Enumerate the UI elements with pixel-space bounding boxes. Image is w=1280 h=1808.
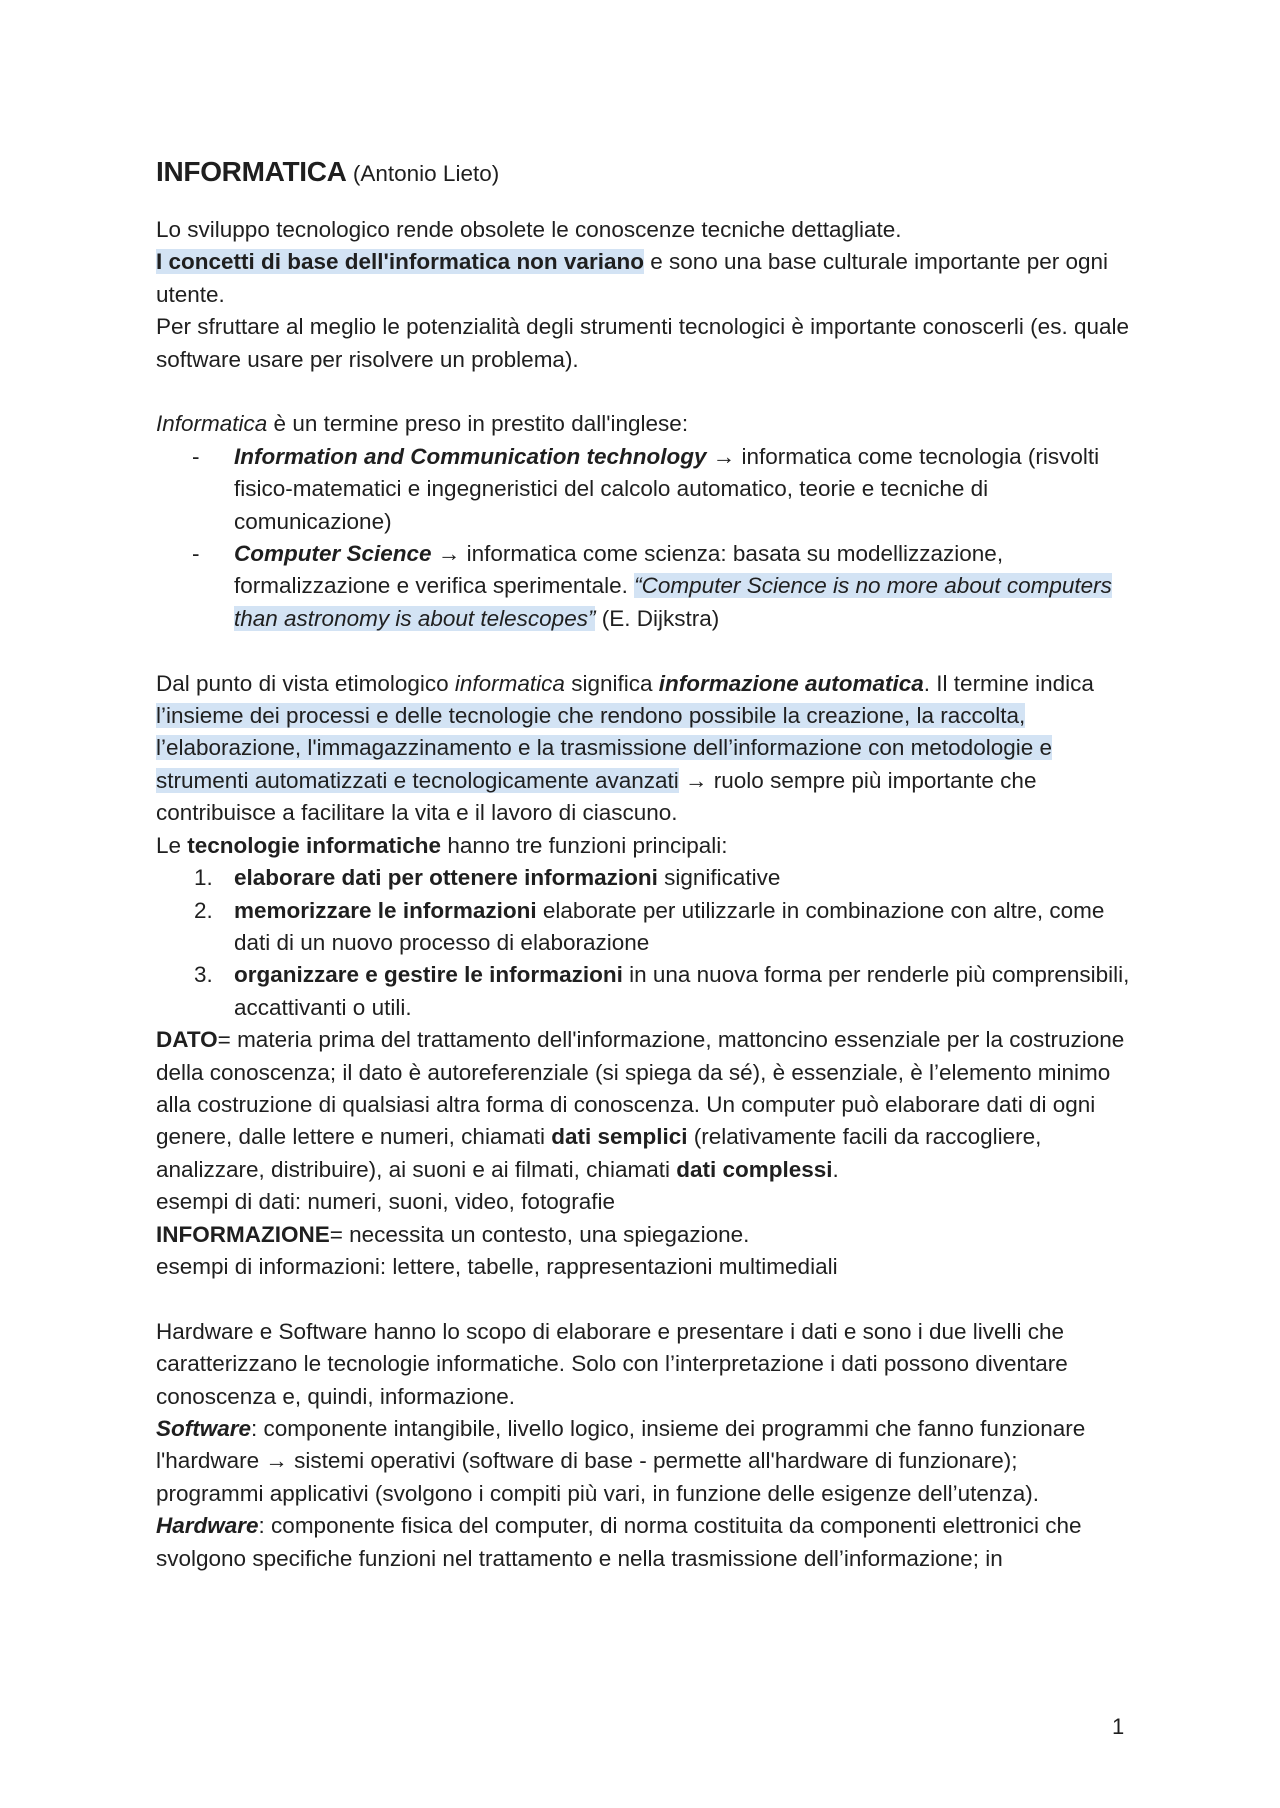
title-author: (Antonio Lieto)	[352, 161, 500, 186]
software-definition: Software: componente intangibile, livello logico, insieme dei programmi che fanno funzionare l'hardware → sistemi operativi (software di base - permette all'hardware di funzionare); programmi applicativi (svolgono i compiti più vari, in funzione delle esigenze dell’utenza).	[156, 1415, 1086, 1506]
hardware-definition: Hardware: componente fisica del computer, di norma costituita da componenti elettronici che svolgono specifiche funzioni nel trattamento e nella trasmissione dell’informazione; in	[156, 1513, 1082, 1571]
list-item: 2. memorizzare le informazioni elaborate per utilizzarle in combinazione con altre, come dati di un nuovo processo di elaborazione	[194, 897, 1105, 955]
list-item: - Computer Science → informatica come scienza: basata su modellizzazione, formalizzazione e verifica sperimentale. “Computer Science is no more about computers than astronomy is about telescopes” (E. Dijkstra)	[192, 541, 1112, 631]
highlight-basic-concepts: I concetti di base dell'informatica non variano	[156, 249, 644, 275]
term-origin: Informatica è un termine preso in prestito dall'inglese:	[156, 411, 689, 437]
highlight-definition: l’insieme dei processi e delle tecnologie che rendono possibile la creazione, la raccolta, l’elaborazione, l'immagazzinamento e la trasmissione dell’informazione con metodologie e strumenti automatizzati e tecnologicamente avanzati	[156, 703, 1053, 793]
intro-line-1: Lo sviluppo tecnologico rende obsolete le conoscenze tecniche dettagliate.	[156, 217, 902, 242]
title-main: INFORMATICA	[156, 156, 347, 187]
term-bullet-list	[156, 441, 1131, 635]
functions-intro: Le tecnologie informatiche hanno tre funzioni principali:	[156, 832, 728, 858]
list-item: - Information and Communication technology → informatica come tecnologia (risvolti fisico-matematici e ingegneristici del calcolo automatico, teorie e tecniche di comunicazione)	[192, 443, 1100, 534]
functions-list	[156, 862, 1131, 1024]
informazione-examples: esempi di informazioni: lettere, tabelle, rappresentazioni multimediali	[156, 1253, 838, 1279]
list-item: 1. elaborare dati per ottenere informazioni significative	[194, 865, 781, 891]
page-number: 1	[1112, 1714, 1125, 1739]
dato-definition: DATO= materia prima del trattamento dell'informazione, mattoncino essenziale per la costruzione della conoscenza; il dato è autoreferenziale (si spiega da sé), è essenziale, è l’elemento minimo alla costruzione di qualsiasi altra forma di conoscenza. Un computer può elaborare dati di ogni genere, dalle lettere e numeri, chiamati dati semplici (relativamente facili da raccogliere, analizzare, distribuire), ai suoni e ai filmati, chiamati dati complessi.	[156, 1027, 1125, 1182]
intro-line-2: I concetti di base dell'informatica non variano e sono una base culturale importante per ogni utente.	[156, 249, 1109, 307]
list-item: 3. organizzare e gestire le informazioni in una nuova forma per renderle più comprensibili, accattivanti o utili.	[194, 962, 1130, 1020]
informazione-definition: INFORMAZIONE= necessita un contesto, una spiegazione.	[156, 1221, 750, 1247]
etymology-paragraph: Dal punto di vista etimologico informatica significa informazione automatica. Il termine indica l’insieme dei processi e delle tecnologie che rendono possibile la creazione, la raccolta, l’elaborazione, l'immagazzinamento e la trasmissione dell’informazione con metodologie e strumenti automatizzati e tecnologicamente avanzati → ruolo sempre più importante che contribuisce a facilitare la vita e il lavoro di ciascuno.	[156, 670, 1094, 826]
intro-line-3: Per sfruttare al meglio le potenzialità degli strumenti tecnologici è importante conoscerli (es. quale software usare per risolvere un problema).	[156, 314, 1129, 372]
dijkstra-quote: “Computer Science is no more about computers than astronomy is about telescopes”	[234, 573, 1112, 631]
hwsw-intro: Hardware e Software hanno lo scopo di elaborare e presentare i dati e sono i due livelli che caratterizzano le tecnologie informatiche. Solo con l’interpretazione i dati possono diventare conoscenza e, quindi, informazione.	[156, 1318, 1068, 1409]
page-title	[156, 152, 1131, 194]
document-body	[156, 152, 1131, 1575]
dato-examples: esempi di dati: numeri, suoni, video, fotografie	[156, 1189, 615, 1215]
